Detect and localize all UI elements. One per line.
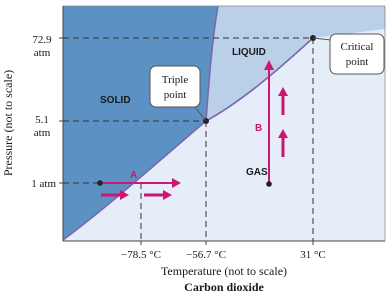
y-tick-label-5-1: 5.1 bbox=[35, 114, 49, 126]
path-b-start-point bbox=[266, 181, 272, 187]
critical-point-label-line-2: point bbox=[345, 56, 369, 68]
critical-point-callout bbox=[330, 34, 384, 74]
critical-point-label-line-1: Critical bbox=[340, 41, 374, 53]
path-a-label: A bbox=[130, 170, 138, 181]
solid-label: SOLID bbox=[100, 95, 131, 106]
triple-point-label-line-1: Triple bbox=[161, 74, 189, 86]
y-tick-unit-5-1: atm bbox=[33, 127, 51, 139]
liquid-label: LIQUID bbox=[232, 47, 266, 58]
path-a-start-point bbox=[97, 180, 103, 186]
x-tick-label-31: 31 °C bbox=[300, 249, 326, 261]
gas-label: GAS bbox=[246, 167, 268, 178]
x-tick-label-minus-56-7: −56.7 °C bbox=[186, 249, 226, 261]
y-tick-label-72-9: 72.9 bbox=[32, 34, 52, 46]
x-axis-title: Temperature (not to scale) bbox=[160, 264, 288, 278]
triple-point-label-line-2: point bbox=[163, 89, 187, 101]
y-tick-label-1-atm: 1 atm bbox=[31, 178, 56, 190]
path-b-label: B bbox=[255, 123, 263, 134]
y-tick-unit-72-9: atm bbox=[33, 47, 51, 59]
x-tick-label-minus-78-5: −78.5 °C bbox=[121, 249, 161, 261]
y-axis-title: Pressure (not to scale) bbox=[1, 69, 15, 177]
diagram-subtitle: Carbon dioxide bbox=[184, 280, 264, 294]
